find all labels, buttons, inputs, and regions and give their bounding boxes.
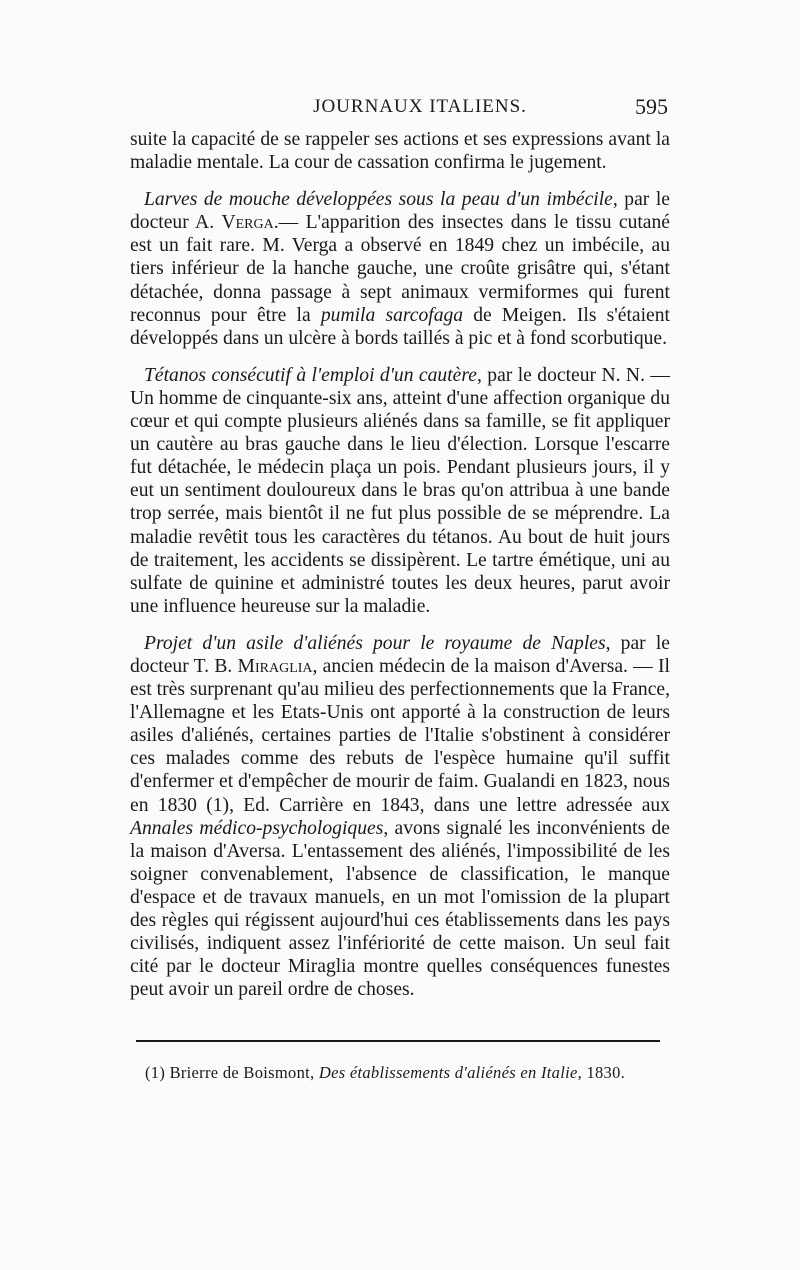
paragraph-continuation [130,128,670,174]
footnote [145,1062,675,1084]
paragraph-larves [130,188,670,350]
running-title: JOURNAUX ITALIENS. [313,96,527,117]
paragraph-text: , par le docteur A. [130,189,670,234]
running-head [130,96,670,126]
author-name: Verga [221,212,274,234]
paragraph-text: , avons signalé les inconvénients de la maison d'Aversa. L'entassement des aliénés, l'impossibilité de les soigner convenablement, l'absence de classification, le manque d'espace et de travaux manuels, en un mot l'omission de la plupart des règles qui régissent aujourd'hui ces établissements dans les pays civilisés, indiquent assez l'infériorité de cette maison. Un seul fait cité par le docteur Miraglia montre quelles conséquences funestes peut avoir un pareil ordre de choses. [130,817,670,1001]
footnote-author: Brierre de Boismont, [169,1063,315,1082]
body-text [130,128,670,1001]
paragraph-text: , ancien médecin de la maison d'Aversa. — Il est très surprenant qu'au milieu des perfectionnements que la France, l'Allemagne et les Etats-Unis ont apporté à la construction de leurs asiles d'aliénés, certaines parties de l'Italie s'obstinent à considérer ces malades comme des rebuts de l'espèce humaine qu'il suffit d'enfermer et d'empêcher de mourir de faim. Gualandi en 1823, nous en 1830 (1), Ed. Carrière en 1843, dans une lettre adressée aux [130,655,670,816]
footnote-marker: (1) [145,1063,166,1082]
footnote-title: Des établissements d'aliénés en Italie, [318,1063,583,1082]
journal-title: Annales médico-psychologiques [130,817,384,839]
paragraph-projet [130,632,670,1002]
article-title: Larves de mouche développées sous la peau d'un imbécile [144,189,613,211]
paragraph-text: , par le docteur T. B. [130,632,670,677]
paragraph-text: , par le docteur N. N. — Un homme de cinquante-six ans, atteint d'une affection organique du cœur et qui compte plusieurs aliénés dans sa famille, se fit appliquer un cautère au bras gauche dans le lieu d'élection. Lorsque l'escarre fut détachée, le médecin plaça un pois. Pendant plusieurs jours, il y eut un sentiment douloureux dans le bras qu'on attribua à une bande trop serrée, mais bientôt il ne fut plus possible de se méprendre. La maladie revêtit tous les caractères du tétanos. Au bout de huit jours de traitement, les accidents se dissipèrent. Le tartre émétique, uni au sulfate de quinine et administré toutes les deux heures, parut avoir une influence heureuse sur la maladie. [130,364,670,617]
footnote-rule [136,1040,660,1042]
article-title: Tétanos consécutif à l'emploi d'un cautère [144,364,477,386]
footnote-year: 1830. [586,1063,626,1082]
page-number: 595 [635,94,668,119]
paragraph-text: suite la capacité de se rappeler ses actions et ses expressions avant la maladie mentale. La cour de cassation confirma le jugement. [130,129,670,174]
species-name: pumila sarcofaga [320,304,464,326]
paragraph-text: de Meigen. Ils s'étaient développés dans un ulcère à bords taillés à pic et à fond scorbutique. [130,304,670,349]
article-title: Projet d'un asile d'aliénés pour le royaume de Naples [144,632,606,654]
author-name: Miraglia [237,655,313,677]
paragraph-text: .— L'apparition des insectes dans le tissu cutané est un fait rare. M. Verga a observé en 1849 chez un imbécile, au tiers inférieur de la hanche gauche, une croûte grisâtre qui, s'étant détachée, donna passage à sept animaux vermiformes qui furent reconnus pour être la [130,212,670,326]
paragraph-tetanos [130,364,670,618]
